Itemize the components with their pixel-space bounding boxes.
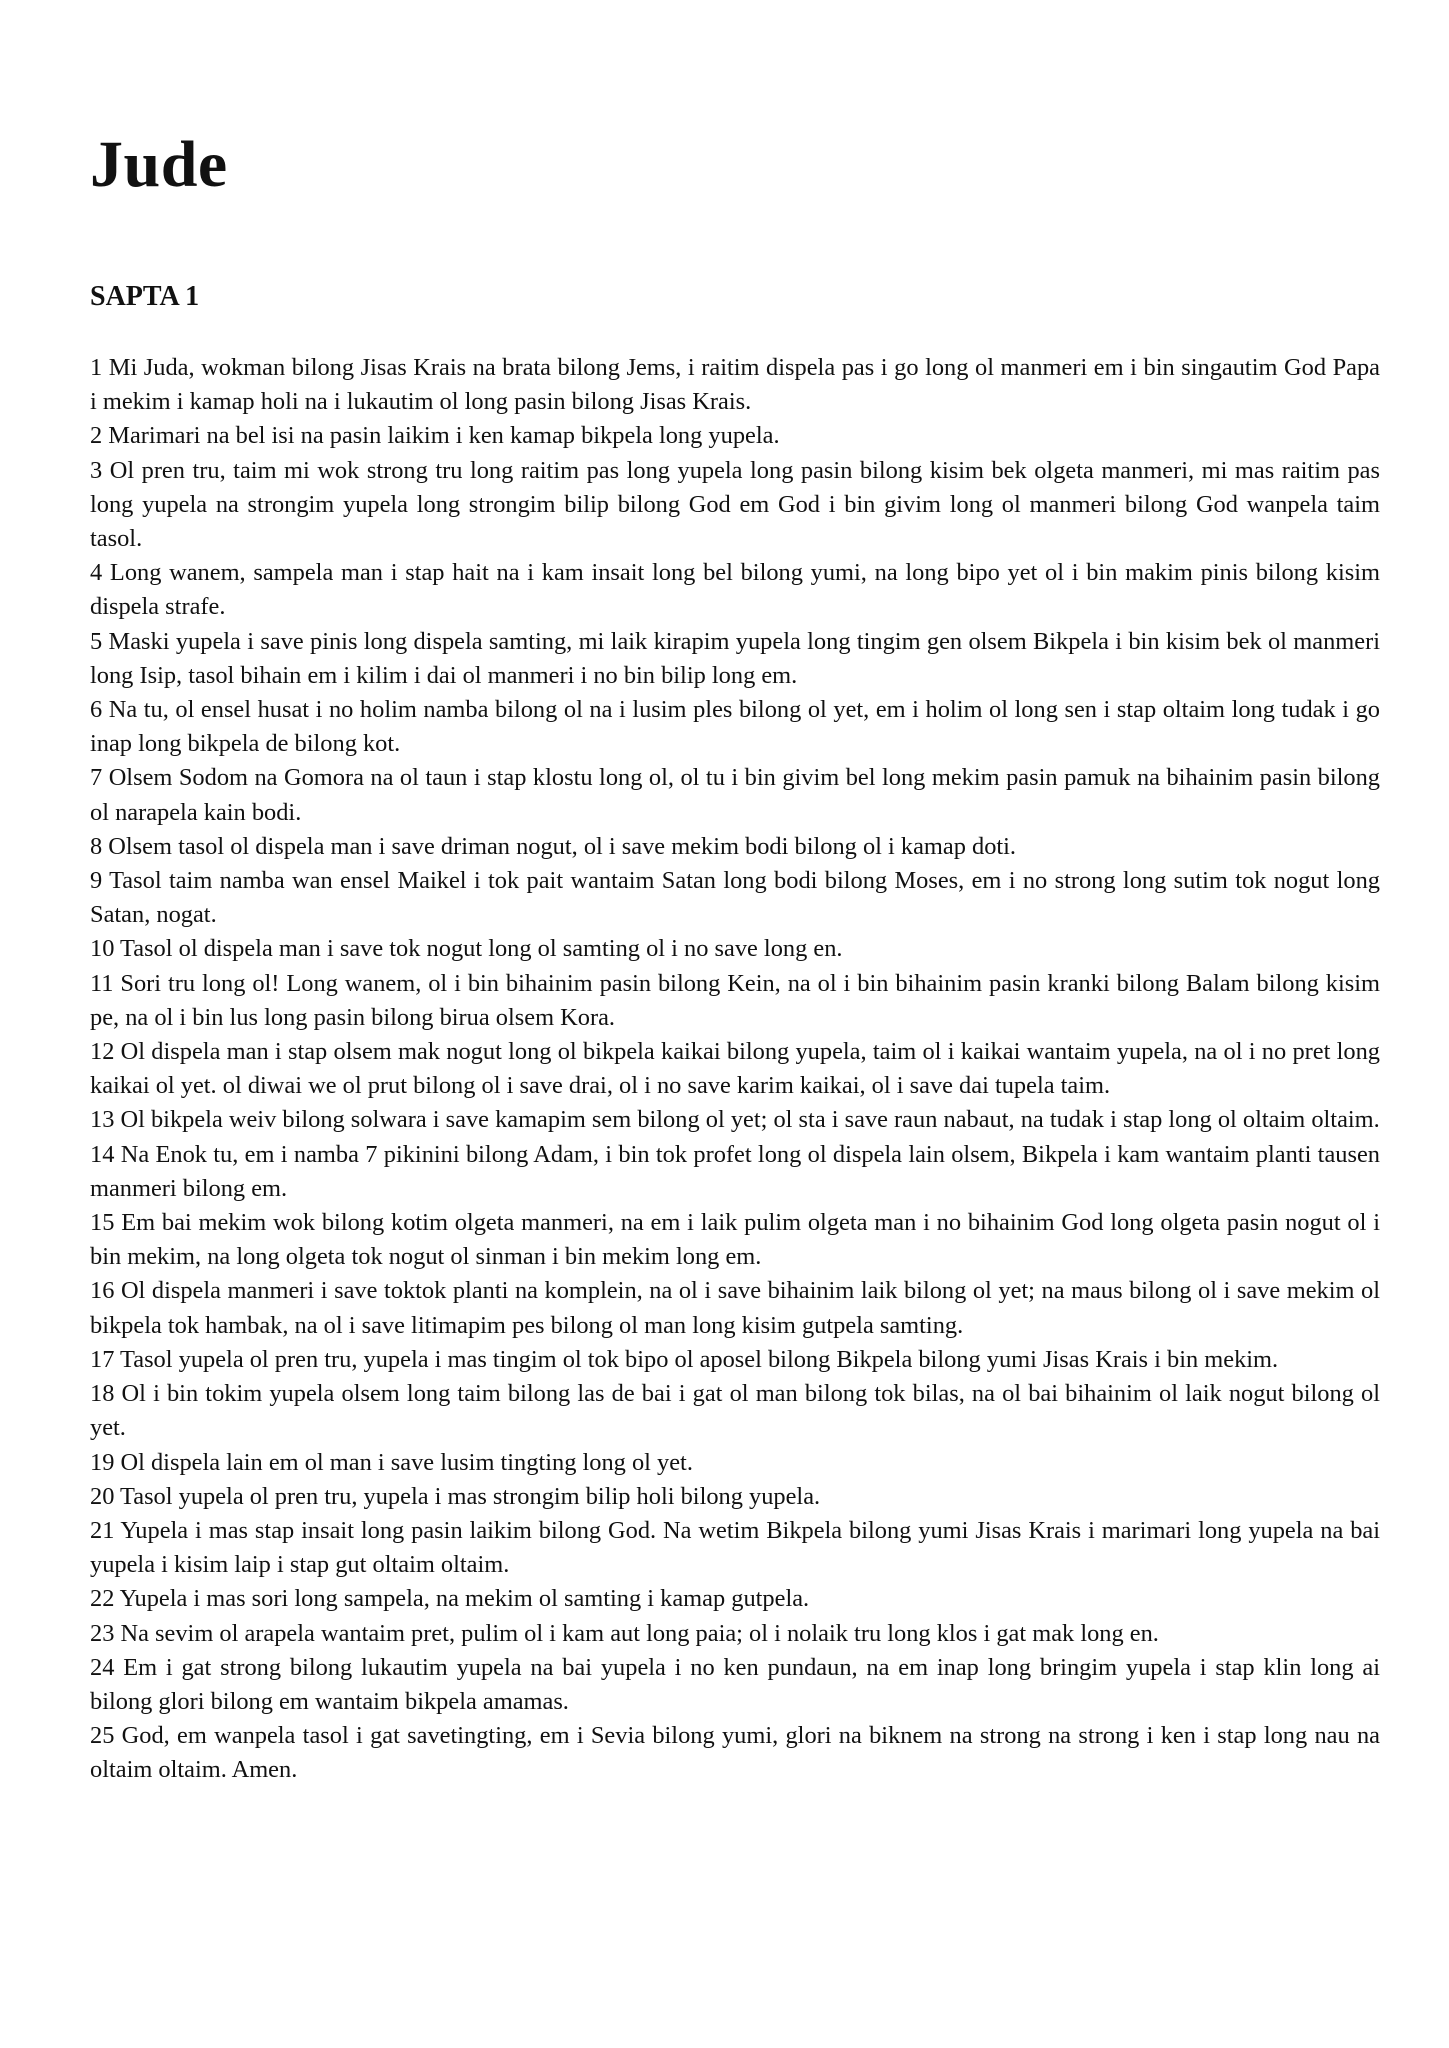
verse-16: 16 Ol dispela manmeri i save toktok planti na komplein, na ol i save bihainim laik bilong ol yet; na maus bilong ol i save mekim ol bikpela tok hambak, na ol i save litimapim pes bilong ol man long kisim gutpela samting. <box>90 1277 1380 1339</box>
verse-7: 7 Olsem Sodom na Gomora na ol taun i stap klostu long ol, ol tu i bin givim bel long mekim pasin pamuk na bihainim pasin bilong ol narapela kain bodi. <box>90 764 1380 826</box>
document-page <box>90 95 1380 1788</box>
verse-8: 8 Olsem tasol ol dispela man i save driman nogut, ol i save mekim bodi bilong ol i kamap doti. <box>90 832 1017 860</box>
verse-6: 6 Na tu, ol ensel husat i no holim namba bilong ol na i lusim ples bilong ol yet, em i holim ol long sen i stap oltaim long tudak i go inap long bikpela de bilong kot. <box>90 696 1380 758</box>
verse-3: 3 Ol pren tru, taim mi wok strong tru long raitim pas long yupela long pasin bilong kisim bek olgeta manmeri, mi mas raitim pas long yupela na strongim yupela long strongim bilip bilong God em God i bin givim long ol manmeri bilong God wanpela taim tasol. <box>90 456 1380 553</box>
verse-12: 12 Ol dispela man i stap olsem mak nogut long ol bikpela kaikai bilong yupela, taim ol i kaikai wantaim yupela, na ol i no pret long kaikai ol yet. ol diwai we ol prut bilong ol i save drai, ol i no save karim kaikai, ol i save dai tupela taim. <box>90 1038 1380 1100</box>
verse-4: 4 Long wanem, sampela man i stap hait na i kam insait long bel bilong yumi, na long bipo yet ol i bin makim pinis bilong kisim dispela strafe. <box>90 559 1380 621</box>
verse-24: 24 Em i gat strong bilong lukautim yupela na bai yupela i no ken pundaun, na em inap long bringim yupela i stap klin long ai bilong glori bilong em wantaim bikpela amamas. <box>90 1653 1380 1715</box>
verse-10: 10 Tasol ol dispela man i save tok nogut long ol samting ol i no save long en. <box>90 935 843 963</box>
verse-20: 20 Tasol yupela ol pren tru, yupela i mas strongim bilip holi bilong yupela. <box>90 1482 821 1510</box>
verse-22: 22 Yupela i mas sori long sampela, na mekim ol samting i kamap gutpela. <box>90 1585 810 1613</box>
verse-25: 25 God, em wanpela tasol i gat savetingting, em i Sevia bilong yumi, glori na biknem na strong na strong i ken i stap long nau na oltaim oltaim. Amen. <box>90 1722 1380 1784</box>
verse-23: 23 Na sevim ol arapela wantaim pret, pulim ol i kam aut long paia; ol i nolaik tru long klos i gat mak long en. <box>90 1619 1159 1647</box>
verse-18: 18 Ol i bin tokim yupela olsem long taim bilong las de bai i gat ol man bilong tok bilas, na ol bai bihainim ol laik nogut bilong ol yet. <box>90 1380 1380 1442</box>
verse-19: 19 Ol dispela lain em ol man i save lusim tingting long ol yet. <box>90 1448 693 1476</box>
chapter-heading: SAPTA 1 <box>90 281 200 312</box>
verse-17: 17 Tasol yupela ol pren tru, yupela i mas tingim ol tok bipo ol aposel bilong Bikpela bilong yumi Jisas Krais i bin mekim. <box>90 1345 1279 1373</box>
verse-13: 13 Ol bikpela weiv bilong solwara i save kamapim sem bilong ol yet; ol sta i save raun nabaut, na tudak i stap long ol oltaim oltaim. <box>90 1106 1380 1134</box>
verse-21: 21 Yupela i mas stap insait long pasin laikim bilong God. Na wetim Bikpela bilong yumi Jisas Krais i marimari long yupela na bai yupela i kisim laip i stap gut oltaim oltaim. <box>90 1516 1380 1579</box>
verse-2: 2 Marimari na bel isi na pasin laikim i ken kamap bikpela long yupela. <box>90 422 780 450</box>
verse-5: 5 Maski yupela i save pinis long dispela samting, mi laik kirapim yupela long tingim gen olsem Bikpela i bin kisim bek ol manmeri long Isip, tasol bihain em i kilim i dai ol manmeri i no bin bilip long em. <box>90 627 1380 689</box>
verse-9: 9 Tasol taim namba wan ensel Maikel i tok pait wantaim Satan long bodi bilong Moses, em i no strong long sutim tok nogut long Satan, nogat. <box>90 867 1380 929</box>
verse-11: 11 Sori tru long ol! Long wanem, ol i bin bihainim pasin bilong Kein, na ol i bin bihainim pasin kranki bilong Balam bilong kisim pe, na ol i bin lus long pasin bilong birua olsem Kora. <box>90 969 1380 1031</box>
verse-1: 1 Mi Juda, wokman bilong Jisas Krais na brata bilong Jems, i raitim dispela pas i go long ol manmeri em i bin singautim God Papa i mekim i kamap holi na i lukautim ol long pasin bilong Jisas Krais. <box>90 354 1380 416</box>
verse-list <box>90 351 1380 1788</box>
verse-15: 15 Em bai mekim wok bilong kotim olgeta manmeri, na em i laik pulim olgeta man i no bihainim God long olgeta pasin nogut ol i bin mekim, na long olgeta tok nogut ol sinman i bin mekim long em. <box>90 1209 1380 1271</box>
verse-14: 14 Na Enok tu, em i namba 7 pikinini bilong Adam, i bin tok profet long ol dispela lain olsem, Bikpela i kam wantaim planti tausen manmeri bilong em. <box>90 1140 1380 1202</box>
book-title: Jude <box>90 128 228 201</box>
